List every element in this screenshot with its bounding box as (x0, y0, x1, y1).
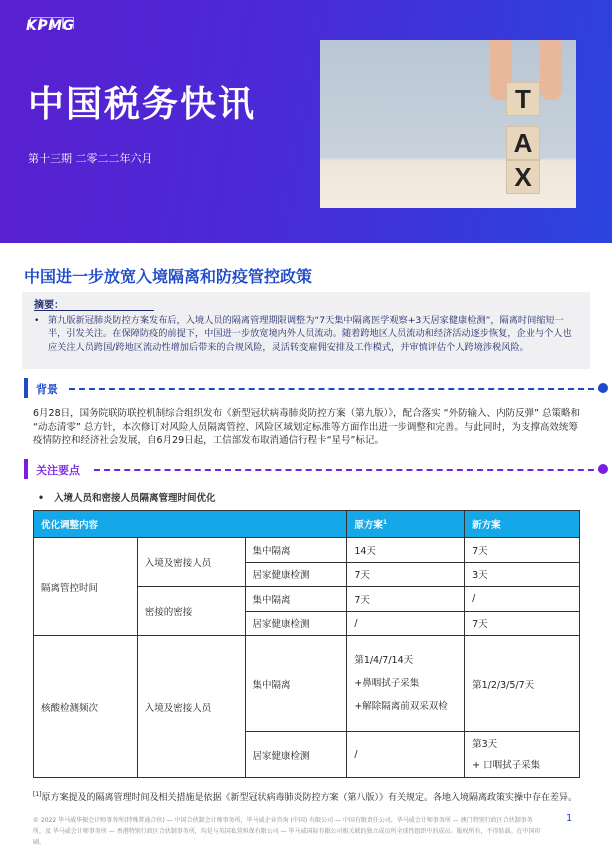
table-cell: / (347, 732, 465, 778)
table-cell: 集中隔离 (245, 636, 347, 732)
key-point-bullet: • 入境人员和密接人员隔离管理时间优化 (38, 493, 216, 504)
table-cell: 集中隔离 (245, 587, 347, 612)
table-cell: / (347, 611, 465, 636)
table-cell: 隔离管控时间 (34, 538, 138, 636)
publication-title: 中国税务快讯 (28, 84, 257, 125)
cover-header (0, 0, 612, 243)
page-number: 1 (566, 813, 573, 824)
issue-date: 第十三期 二零二二年六月 (28, 152, 153, 165)
table-cell: 密接的密接 (137, 587, 245, 636)
table-cell: 7天 (465, 538, 580, 563)
table-cell: 7天 (347, 587, 465, 612)
table-header: 优化调整内容 原方案$^1$ 新方案 (34, 511, 580, 538)
table-cell: 核酸检测频次 (34, 636, 138, 778)
copyright-text: © 2022 毕马威华振会计师事务所(特殊普通合伙) — 中国合伙制会计师事务所，毕马威企业咨询 (中国) 有限公司 — 中国有限责任公司，毕马威会计师事务所 — 澳门特别行政区合伙制事务所，及 毕马威会计师事务所 — 香港特别行政区合伙制事务所，均是与英国私营担保有限公司 — 毕马威国际有限公司相关联的独立成员所全球性组织中的成员。版权所有，不得转载。在中国印刷。 (33, 817, 541, 846)
table-cell: 7天 (465, 611, 580, 636)
article-title: 中国进一步放宽入境隔离和防疫管控政策 (24, 267, 313, 286)
footnote: [1]原方案提及的隔离管理时间及相关措施是依据《新型冠状病毒肺炎防控方案（第八版）》有关规定。各地入境隔离政策实操中存在差异。 (33, 791, 578, 803)
table-cell: 入境及密接人员 (137, 636, 245, 778)
table-row (34, 636, 580, 732)
summary-text: • 第九版新冠肺炎防控方案发布后，入境人员的隔离管理期限调整为“7天集中隔离医学观察+3天居家健康检测”，隔离时间缩短一半，引发关注。在保障防疫的前提下，中国进一步放宽境内外人员流动。随着跨地区人员流动和经济活动逐步恢复，企业与个人也应关注人员跨国/跨地区流动性增加后带来的合规风险，灵活转变雇佣安排及工作模式，并审慎评估个人跨境涉税风险。 (34, 314, 579, 354)
table-cell: 14天 (347, 538, 465, 563)
table-cell: 入境及密接人员 (137, 538, 245, 587)
table-cell: 居家健康检测 (245, 611, 347, 636)
table-cell: 居家健康检测 (245, 562, 347, 587)
table-cell: 集中隔离 (245, 538, 347, 563)
summary-box (22, 292, 590, 369)
kpmg-logo: KPMG (26, 18, 75, 34)
table-cell: 第1/2/3/5/7天 (465, 636, 580, 732)
table-cell: 第1/4/7/14天 +鼻咽拭子采集 +解除隔离前双采双检 (347, 636, 465, 732)
table-cell: 第3天 + 口咽拭子采集 (465, 732, 580, 778)
table-row (34, 538, 580, 563)
table-cell: 7天 (347, 562, 465, 587)
section-background: 背景 (24, 378, 612, 398)
background-text: 6月28日，国务院联防联控机制综合组织发布《新型冠状病毒肺炎防控方案（第九版）》，配合落实 “外防输入、内防反弹” 总策略和 “动态清零” 总方针，本次修订对风险人员隔离管控、风险区域划定标准等方面作出进一步调整和完善。与此同时，为支撑高效统筹疫情防控和经济社会发展，自6月29日起，工信部发布取消通信行程卡“星号”标记。 (33, 408, 581, 446)
table-cell: 居家健康检测 (245, 732, 347, 778)
table-cell: 3天 (465, 562, 580, 587)
table-cell: / (465, 587, 580, 612)
summary-label: 摘要： (34, 300, 64, 311)
quarantine-table (33, 510, 580, 778)
section-key-points: 关注要点 (24, 459, 612, 479)
tax-blocks-photo: T A X (320, 40, 576, 208)
